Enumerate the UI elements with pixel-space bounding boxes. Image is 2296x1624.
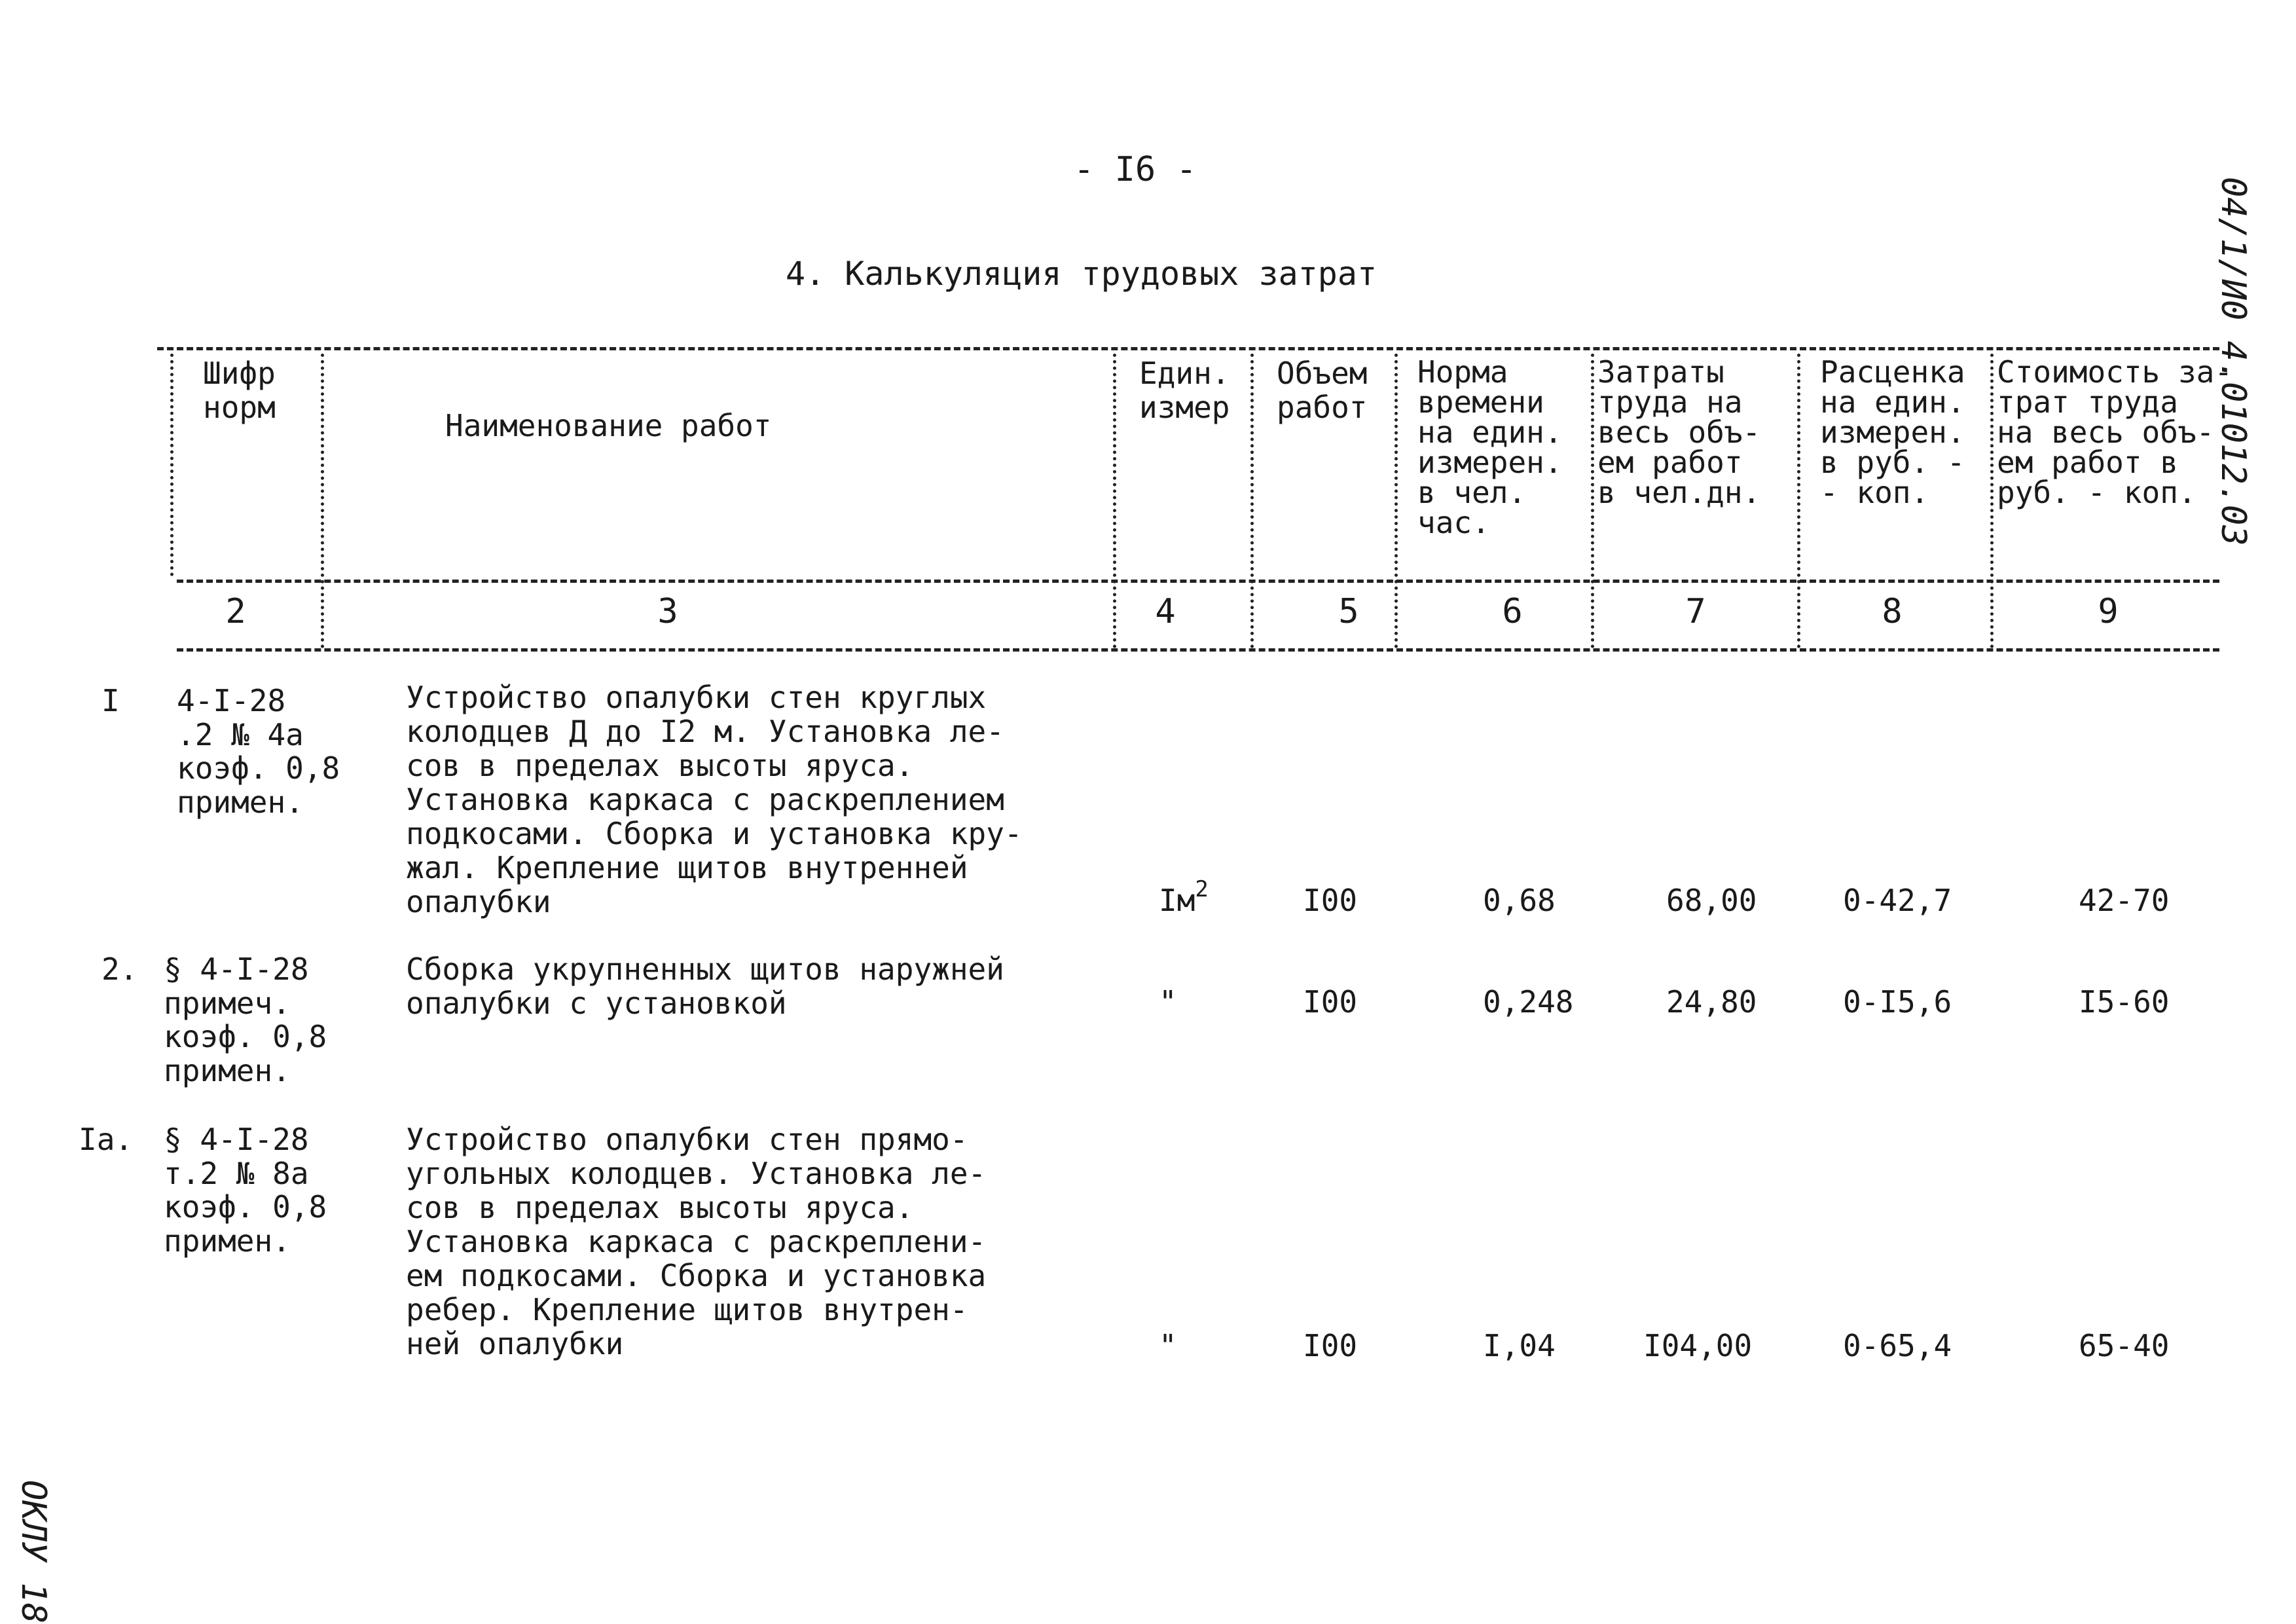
header-work-name: Наименование работ [445, 408, 772, 443]
column-number: 2 [225, 592, 246, 631]
row-time-norm: 0,248 [1483, 984, 1574, 1020]
row-work-name: Сборка укрупненных щитов наружней опалубки с установкой [406, 951, 1004, 1021]
header-labor: Затраты труда на весь объ- ем работ в чел.дн. [1597, 354, 1761, 510]
row-rate: 0-65,4 [1843, 1328, 1952, 1363]
header-code: Шифр норм [203, 356, 276, 425]
header-unit: Един. измер [1139, 356, 1230, 425]
row-work-name: Устройство опалубки стен прямо- угольных колодцев. Установка ле- сов в пределах высоты яруса. Установка каркаса с раскреплени- ем подкосами. Сборка и установка ребер. Крепление щитов внутрен- ней опалубки [406, 1122, 987, 1361]
column-number: 3 [657, 592, 678, 631]
column-separator [1797, 354, 1800, 648]
row-volume: I00 [1303, 883, 1358, 918]
row-number: 2. [101, 951, 138, 987]
table-top-rule [157, 347, 2219, 350]
header-rate: Расценка на един. измерен. в руб. - - коп. [1820, 354, 1965, 510]
row-volume: I00 [1303, 1328, 1358, 1363]
row-time-norm: I,04 [1483, 1328, 1556, 1363]
header-cost: Стоимость за- трат труда на весь объ- ем работ в руб. - коп. [1997, 354, 2233, 510]
row-unit [1159, 876, 1209, 918]
row-unit: " [1159, 1328, 1177, 1363]
row-number: I [101, 683, 120, 718]
header-time-norm: Норма времени на един. измерен. в чел. час. [1417, 354, 1563, 540]
archive-stamp: 04/1/И0 4.01012.03 [2214, 177, 2253, 546]
row-code: § 4-I-28 примеч. коэф. 0,8 примен. [164, 951, 327, 1088]
margin-note: ОКЛУ 18 [14, 1480, 53, 1624]
column-separator [321, 354, 324, 648]
row-time-norm: 0,68 [1483, 883, 1556, 918]
column-separator [1990, 354, 1994, 648]
row-cost: I5-60 [2079, 984, 2170, 1020]
row-code: 4-I-28 .2 № 4а коэф. 0,8 примен. [177, 683, 340, 820]
header-volume: Объем работ [1277, 356, 1368, 425]
column-separator [1394, 354, 1398, 648]
column-separator [1113, 354, 1116, 648]
row-labor: 24,80 [1666, 984, 1757, 1020]
column-separator [1591, 354, 1594, 648]
page-number: - I6 - [1074, 150, 1197, 189]
row-code: § 4-I-28 т.2 № 8а коэф. 0,8 примен. [164, 1122, 327, 1259]
header-bottom-rule [177, 580, 2219, 583]
column-numbers-bottom-rule [177, 648, 2219, 652]
row-number: Iа. [79, 1122, 134, 1157]
column-separator [1250, 354, 1254, 648]
row-rate: 0-42,7 [1843, 883, 1952, 918]
column-number: 8 [1882, 592, 1903, 631]
column-number: 5 [1338, 592, 1359, 631]
row-labor: 68,00 [1666, 883, 1757, 918]
row-labor: I04,00 [1643, 1328, 1753, 1363]
column-number: 6 [1502, 592, 1523, 631]
column-number: 7 [1685, 592, 1706, 631]
row-work-name: Устройство опалубки стен круглых колодцев Д до I2 м. Установка ле- сов в пределах высоты яруса. Установка каркаса с раскреплением подкосами. Сборка и установка кру- жал. Крепление щитов внутренней опалубки [406, 680, 1023, 919]
column-number: 9 [2098, 592, 2119, 631]
document-title: 4. Калькуляция трудовых затрат [786, 255, 1377, 293]
row-rate: 0-I5,6 [1843, 984, 1952, 1020]
row-unit: " [1159, 984, 1177, 1020]
row-cost: 42-70 [2079, 883, 2170, 918]
column-separator [170, 354, 173, 576]
row-volume: I00 [1303, 984, 1358, 1020]
row-unit-text: Iм [1159, 883, 1195, 918]
column-number: 4 [1155, 592, 1176, 631]
row-cost: 65-40 [2079, 1328, 2170, 1363]
row-unit-superscript: 2 [1195, 876, 1209, 902]
